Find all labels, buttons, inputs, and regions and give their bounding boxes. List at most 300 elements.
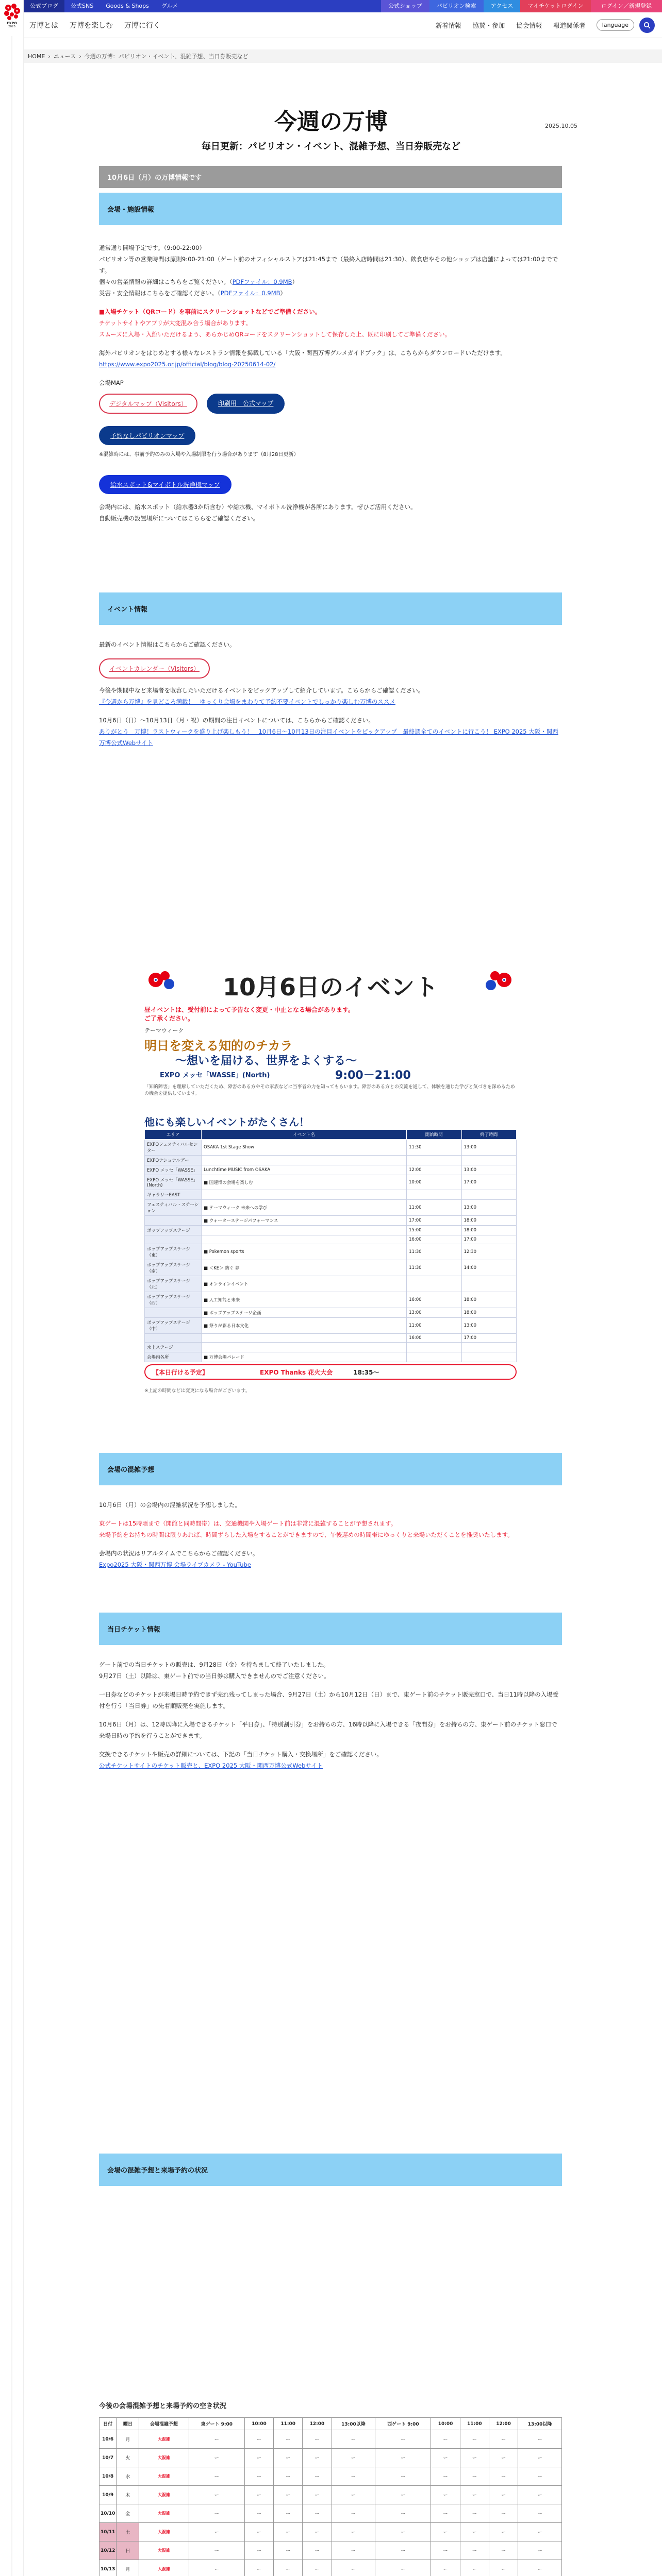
forecast-slot: ー	[332, 2449, 375, 2467]
forecast-slot: ー	[431, 2467, 460, 2486]
pdf-link-2[interactable]: PDFファイル：0.9MB	[220, 290, 280, 297]
forecast-cell: 大混雑	[139, 2504, 189, 2523]
event-note-1: 今後や期間中など来場者を収容したいただけるイベントをピックアップして紹介しています。こちらからご確認ください。	[99, 687, 424, 694]
flyer-cell: 13:00	[461, 1200, 516, 1216]
search-icon	[643, 22, 651, 29]
forecast-cell: 金	[117, 2504, 139, 2523]
flyer-row	[145, 1156, 517, 1165]
forecast-slot: ー	[244, 2486, 273, 2504]
forecast-slot: ー	[189, 2504, 244, 2523]
forecast-row	[100, 2486, 562, 2504]
forecast-slot: ー	[375, 2541, 431, 2560]
forecast-slot: ー	[518, 2541, 562, 2560]
flyer-cell: 16:00	[407, 1334, 461, 1343]
forecast-slot: ー	[332, 2504, 375, 2523]
util-link-blog[interactable]: 公式ブログ	[24, 0, 64, 12]
flyer-row	[145, 1244, 517, 1260]
flyer-cell	[407, 1156, 461, 1165]
event-daily-link[interactable]: ありがとう 万博！ラストウィークを盛り上げ楽しもう！ 10月6日〜10月13日の注目イベントをピックアップ 最終週全てのイベントに行こう！ EXPO 2025 大阪・関西万博公式Webサイト	[99, 728, 558, 747]
flyer-cell: ポップアップステージ（南）	[145, 1260, 202, 1276]
forecast-slot: ー	[303, 2449, 332, 2467]
flyer-row	[145, 1352, 517, 1362]
forecast-slot: ー	[274, 2504, 303, 2523]
forecast-slot: ー	[303, 2504, 332, 2523]
forecast-slot: ー	[244, 2504, 273, 2523]
chevron-right-icon: ›	[48, 53, 51, 60]
rail-decoration	[11, 36, 12, 2576]
ticket-line-3: 一日券などのチケットが来場日時予約できず売れ残ってしまった場合、9月27日（土）から10月12日（日）まで、東ゲート前のチケット販売窓口で、当日11時以降の入場受付を行う「当日券」の先着順販売を実施します。	[99, 1691, 559, 1709]
flyer-cell: ■ 国連博の会場を楽しむ	[202, 1175, 407, 1190]
flyer-cell: 11:00	[407, 1318, 461, 1334]
ticket-site-link[interactable]: 公式チケットサイトのチケット販売と、EXPO 2025 大阪・関西万博公式Webサイト	[99, 1762, 323, 1769]
flyer-warning: 昼イベントは、受付前によって予告なく変更・中止となる場合があります。 ご了承ください。	[144, 1006, 355, 1022]
forecast-col-head: 西ゲート 9:00	[375, 2418, 431, 2430]
ticket-line-2: 9月27日（土）以降は、東ゲート前での当日券は購入できませんのでご注意ください。	[99, 1672, 330, 1680]
main-nav	[24, 12, 662, 38]
forecast-cell: 大混雑	[139, 2430, 189, 2449]
forecast-slot: ー	[189, 2541, 244, 2560]
util-link-sns[interactable]: 公式SNS	[71, 3, 94, 9]
ticket-body	[99, 1659, 562, 1771]
flyer-cell: ポップアップステージ	[145, 1226, 202, 1235]
forecast-slot: ー	[244, 2449, 273, 2467]
flyer-cell: ■ 人工知能と未来	[202, 1292, 407, 1308]
forecast-cell: 木	[117, 2486, 139, 2504]
forecast-slot: ー	[244, 2560, 273, 2576]
forecast-cell: 10/7	[100, 2449, 117, 2467]
access-button[interactable]: アクセス	[484, 0, 521, 12]
gourmet-guide-text: 海外パビリオンをはじめとする様々なレストラン情報を掲載している「大阪・関西万博グルメガイドブック」は、こちらからダウンロードいただけます。	[99, 349, 506, 357]
flyer-cell	[202, 1334, 407, 1343]
map-note: ※混雑時には、事前予約のみの入場や入場制限を行う場合があります（8月28日更新）	[99, 452, 299, 457]
forecast-slot: ー	[518, 2486, 562, 2504]
flyer-cell	[407, 1343, 461, 1352]
forecast-slot: ー	[460, 2523, 489, 2541]
forecast-slot: ー	[274, 2430, 303, 2449]
flyer-cell: 16:00	[407, 1292, 461, 1308]
forecast-slot: ー	[303, 2523, 332, 2541]
flyer-cell: 18:00	[461, 1292, 516, 1308]
flyer-cell: 18:00	[461, 1216, 516, 1226]
flyer-cell	[145, 1334, 202, 1343]
forecast-col-head: 12:00	[489, 2418, 518, 2430]
flyer-row	[145, 1200, 517, 1216]
crowd-red-2: 来場予約をお持ちの時間は限りあれば、時間ずらした入場をすることができますので、午後遅めの時間帯にゆっくりと来場いただくことを推奨いたします。	[99, 1531, 514, 1538]
forecast-cell: 10/12	[100, 2541, 117, 2560]
water-map-button[interactable]: 給水スポット&マイボトル洗浄機マップ	[99, 475, 231, 494]
gourmet-guide-link[interactable]: https://www.expo2025.or.jp/official/blog/blog-20250614-02/	[99, 361, 276, 368]
forecast-cell: 大混雑	[139, 2523, 189, 2541]
utility-bar	[24, 0, 662, 12]
forecast-slot: ー	[244, 2430, 273, 2449]
flyer-cell: ポップアップステージ（東）	[145, 1244, 202, 1260]
forecast-col-head: 11:00	[274, 2418, 303, 2430]
publish-date: 2025.10.05	[545, 123, 577, 129]
forecast-cell: 大混雑	[139, 2449, 189, 2467]
flyer-row	[145, 1308, 517, 1318]
digital-map-button[interactable]: デジタルマップ（Visitors）	[99, 394, 197, 414]
pdf-link-1[interactable]: PDFファイル：0.9MB	[232, 278, 292, 285]
flyer-cell	[461, 1276, 516, 1292]
forecast-cell: 大混雑	[139, 2560, 189, 2576]
flyer-cell: 12:30	[461, 1244, 516, 1260]
forecast-slot: ー	[460, 2486, 489, 2504]
forecast-slot: ー	[274, 2560, 303, 2576]
flyer-cell	[202, 1235, 407, 1244]
forecast-row	[100, 2467, 562, 2486]
venue-heading: 会場・施設情報	[99, 193, 562, 225]
flyer-cell: 会場内各所	[145, 1352, 202, 1362]
svg-text:EXPO: EXPO	[7, 21, 17, 25]
venue-line-safety: 災害・安全情報はこちらをご確認ください。（PDFファイル：0.9MB）	[99, 290, 287, 297]
flyer-cell	[202, 1190, 407, 1200]
forecast-slot: ー	[460, 2541, 489, 2560]
forecast-slot: ー	[189, 2523, 244, 2541]
nav-sponsor[interactable]: 協賛・参加	[472, 21, 505, 29]
forecast-slot: ー	[489, 2560, 518, 2576]
forecast-slot: ー	[274, 2449, 303, 2467]
forecast-slot: ー	[332, 2467, 375, 2486]
forecast-slot: ー	[244, 2523, 273, 2541]
expo-logo-icon[interactable]	[3, 3, 21, 28]
crowd-p1: 10月6日（月）の会場内の混雑状況を予想しました。	[99, 1501, 241, 1509]
flyer-cell	[407, 1352, 461, 1362]
event-flyer	[108, 948, 553, 1417]
flyer-cell: ■ 祭りが彩る日本文化	[202, 1318, 407, 1334]
forecast-slot: ー	[489, 2486, 518, 2504]
event-calendar-button[interactable]: イベントカレンダー（Visitors）	[99, 658, 210, 679]
ticket-line-4: 10月6日（月）は、12時以降に入場できるチケット「平日券」、「特別割引券」をお持ちの方、16時以降に入場できる「夜間券」をお持ちの方、東ゲート前のチケット窓口で来場日時の予約を行うことができます。	[99, 1721, 557, 1739]
forecast-table	[99, 2417, 562, 2576]
forecast-slot: ー	[518, 2523, 562, 2541]
water-note-2: 自動販売機の設置場所についてはこちらをご確認ください。	[99, 515, 259, 522]
flyer-cell	[461, 1352, 516, 1362]
forecast-col-head: 東ゲート 9:00	[189, 2418, 244, 2430]
flyer-cell: 11:30	[407, 1244, 461, 1260]
forecast-row	[100, 2523, 562, 2541]
forecast-col-head: 13:00以降	[518, 2418, 562, 2430]
flyer-desc: 「知的障害」を理解していただくため、障害のある方やその家族などに当事者の力を知ってもらいます。障害のある方との交流を通して、体験を通じた学びと気づきを深めるための機会を提供しています。	[144, 1084, 515, 1096]
crowd-p2: 会場内の状況はリアルタイムでこちらからご確認ください。	[99, 1550, 259, 1557]
forecast-slot: ー	[518, 2560, 562, 2576]
flyer-cell	[145, 1216, 202, 1226]
flyer-row	[145, 1175, 517, 1190]
forecast-slot: ー	[303, 2541, 332, 2560]
flyer-cell: ポップアップステージ（中）	[145, 1318, 202, 1334]
forecast-slot: ー	[460, 2504, 489, 2523]
flyer-row	[145, 1226, 517, 1235]
forecast-col-head: 12:00	[303, 2418, 332, 2430]
flyer-cell: Lunchtime MUSIC from OSAKA	[202, 1165, 407, 1175]
forecast-row	[100, 2449, 562, 2467]
forecast-row	[100, 2430, 562, 2449]
flyer-cell: 18:00	[461, 1226, 516, 1235]
flyer-row	[145, 1276, 517, 1292]
my-ticket-login-button[interactable]: マイチケットログイン	[520, 0, 590, 12]
login-register-button[interactable]: ログイン／新規登録	[591, 0, 662, 12]
forecast-slot: ー	[518, 2430, 562, 2449]
forecast-cell: 10/10	[100, 2504, 117, 2523]
forecast-cell: 土	[117, 2523, 139, 2541]
nav-enjoy[interactable]: 万博を楽しむ	[70, 21, 113, 30]
forecast-row	[100, 2541, 562, 2560]
forecast-slot: ー	[431, 2486, 460, 2504]
map-label: 会場MAP	[99, 379, 124, 386]
event-daily-1: 10月6日（日）〜10月13日（月・祝）の期間の注目イベントについては、こちらからご確認ください。	[99, 717, 374, 724]
flyer-cell	[461, 1343, 516, 1352]
flyer-cell: ■ オンラインイベント	[202, 1276, 407, 1292]
event-intro: 最新のイベント情報はこちらからご確認ください。	[99, 641, 236, 648]
ticket-line-1: ゲート前での当日チケットの販売は、9月28日（金）を持ちまして終了いたしました。	[99, 1661, 329, 1668]
forecast-slot: ー	[303, 2560, 332, 2576]
flyer-row	[145, 1260, 517, 1276]
forecast-slot: ー	[375, 2449, 431, 2467]
flyer-row	[145, 1190, 517, 1200]
nav-visit[interactable]: 万博に行く	[124, 21, 160, 30]
flyer-row	[145, 1165, 517, 1175]
flyer-row	[145, 1216, 517, 1226]
nav-press[interactable]: 報道関係者	[553, 21, 586, 29]
forecast-slot: ー	[274, 2486, 303, 2504]
forecast-slot: ー	[189, 2560, 244, 2576]
no-reserve-map-button[interactable]: 予約なしパビリオンマップ	[99, 426, 195, 445]
flyer-cell: 17:00	[407, 1216, 461, 1226]
forecast-slot: ー	[518, 2449, 562, 2467]
event-heading: イベント情報	[99, 592, 562, 625]
flyer-cell: ギャラリーEAST	[145, 1190, 202, 1200]
flyer-cell: 12:00	[407, 1165, 461, 1175]
forecast-slot: ー	[431, 2449, 460, 2467]
flyer-cell	[145, 1308, 202, 1318]
forecast-slot: ー	[431, 2504, 460, 2523]
flyer-cell	[202, 1226, 407, 1235]
venue-line-shops: パビリオン等の営業時間は原則9:00-21:00（ゲート前のオフィシャルストアは21:45まで（最終入店時間は21:30）、飲食店やその他ショップは店舗によっては21:00までです。	[99, 256, 558, 274]
flyer-cell: 13:00	[461, 1318, 516, 1334]
flyer-cell: ■ ＜KE＞ 紡ぐ 夢	[202, 1260, 407, 1276]
forecast-slot: ー	[375, 2560, 431, 2576]
venue-body	[99, 242, 562, 524]
forecast-slot: ー	[375, 2523, 431, 2541]
forecast-col-head: 13:00以降	[332, 2418, 375, 2430]
flyer-cell: 17:00	[461, 1235, 516, 1244]
search-button[interactable]	[639, 18, 655, 33]
flyer-cell: EXPO メッセ「WASSE」	[145, 1165, 202, 1175]
forecast-slot: ー	[431, 2541, 460, 2560]
forecast-slot: ー	[489, 2449, 518, 2467]
forecast-slot: ー	[375, 2486, 431, 2504]
forecast-cell: 10/11	[100, 2523, 117, 2541]
forecast-row	[100, 2504, 562, 2523]
flyer-cell: 11:30	[407, 1140, 461, 1156]
forecast-cell: 大混雑	[139, 2541, 189, 2560]
forecast-slot: ー	[489, 2467, 518, 2486]
forecast-col-head: 曜日	[117, 2418, 139, 2430]
forecast-slot: ー	[431, 2560, 460, 2576]
forecast-slot: ー	[489, 2523, 518, 2541]
flyer-row	[145, 1235, 517, 1244]
flyer-schedule-table	[144, 1129, 517, 1362]
alert-line-2: チケットサイトやアプリが大変混み合う場合があります。	[99, 319, 252, 327]
pavilion-search-button[interactable]: パビリオン検索	[429, 0, 484, 12]
venue-line-hours: 通常通り開場予定です。（9:00-22:00）	[99, 244, 205, 251]
flyer-cell	[202, 1343, 407, 1352]
page-title: 今週の万博	[274, 109, 388, 135]
flyer-cell: 16:00	[407, 1235, 461, 1244]
flyer-cell: 13:00	[461, 1140, 516, 1156]
forecast-slot: ー	[189, 2430, 244, 2449]
forecast-cell: 10/13	[100, 2560, 117, 2576]
forecast-slot: ー	[274, 2467, 303, 2486]
flyer-cell: ■ ポップアップステージ企画	[202, 1308, 407, 1318]
flyer-more: 他にも楽しいイベントがたくさん！	[144, 1116, 309, 1128]
forecast-slot: ー	[518, 2504, 562, 2523]
flyer-cell: 水上ステージ	[145, 1343, 202, 1352]
forecast-slot: ー	[489, 2430, 518, 2449]
forecast-slot: ー	[489, 2504, 518, 2523]
alert-line-3: スムーズに入場・入館いただけるよう、あらかじめQRコードをスクリーンショットして保存した上、既に印刷してご準備ください。	[99, 331, 451, 338]
flyer-location: EXPO メッセ「WASSE」(North)	[160, 1072, 270, 1079]
alert-line-1: ■入場チケット（QRコード）を事前にスクリーンショットなどでご準備ください。	[99, 308, 321, 315]
flyer-cell: 11:30	[407, 1260, 461, 1276]
flyer-cell: ■ Pokemon sports	[202, 1244, 407, 1260]
forecast-slot: ー	[332, 2541, 375, 2560]
flyer-cell: ポップアップステージ（北）	[145, 1276, 202, 1292]
flyer-cell: 17:00	[461, 1334, 516, 1343]
forecast-slot: ー	[189, 2449, 244, 2467]
flyer-cell: EXPOフェスティバルセンター	[145, 1140, 202, 1156]
flyer-headline: 明日を変える知的のチカラ	[144, 1039, 293, 1053]
forecast-col-head: 10:00	[431, 2418, 460, 2430]
crowd-red-1: 東ゲートは15時頃まで（開館と同時間帯）は、交通機関や入場ゲート前は非常に混雑することが予想されます。	[99, 1520, 397, 1527]
water-note-1: 会場内には、給水スポット（給水器3か所含む）や給水機、マイボトル洗浄機が各所にあります。ぜひご活用ください。	[99, 503, 417, 511]
svg-text:2025: 2025	[8, 25, 15, 28]
forecast-cell: 10/8	[100, 2467, 117, 2486]
flyer-cell: 11:00	[407, 1200, 461, 1216]
venue-line-detail: 個々の営業情報の詳細はこちらをご覧ください。（PDFファイル：0.9MB）	[99, 278, 299, 285]
fireworks-time: 18:35〜	[353, 1368, 379, 1376]
col-head: 開始時間	[407, 1130, 461, 1140]
forecast-slot: ー	[431, 2523, 460, 2541]
flyer-cell: フェスティバル・ステーション	[145, 1200, 202, 1216]
forecast-slot: ー	[189, 2486, 244, 2504]
forecast-slot: ー	[274, 2523, 303, 2541]
forecast-slot: ー	[518, 2467, 562, 2486]
flyer-row	[145, 1292, 517, 1308]
forecast-slot: ー	[189, 2467, 244, 2486]
day-heading: 10月6日（月）の万博情報です	[99, 166, 562, 188]
breadcrumb-news[interactable]: ニュース	[53, 53, 76, 60]
day-section	[99, 166, 562, 188]
flyer-cell: 13:00	[407, 1308, 461, 1318]
flyer-cell: ■ ウォーターステージパフォーマンス	[202, 1216, 407, 1226]
col-head: 終了時間	[461, 1130, 516, 1140]
flyer-row	[145, 1334, 517, 1343]
forecast-slot: ー	[460, 2560, 489, 2576]
forecast-table-title: 今後の会場混雑予想と来場予約の空き状況	[99, 2402, 227, 2410]
forecast-slot: ー	[303, 2486, 332, 2504]
language-select[interactable]: language	[597, 19, 634, 31]
event-note-link[interactable]: 『今週から万博』を見どころ満載！ ゆっくり会場をまわりて予約不要イベントでしっかり楽しむ万博のススメ	[99, 698, 395, 705]
forecast-slot: ー	[460, 2467, 489, 2486]
util-link-goods[interactable]: Goods & Shops	[106, 3, 149, 9]
event-body	[99, 639, 562, 749]
page-subtitle: 毎日更新：パビリオン・イベント、混雑予想、当日券販売など	[201, 141, 461, 152]
forecast-slot: ー	[303, 2430, 332, 2449]
flyer-cell: 14:00	[461, 1260, 516, 1276]
forecast-slot: ー	[375, 2504, 431, 2523]
live-camera-link[interactable]: Expo2025 大阪・関西万博 会場ライブカメラ - YouTube	[99, 1561, 251, 1568]
col-head: イベント名	[202, 1130, 407, 1140]
crowd-heading: 会場の混雑予想	[99, 1453, 562, 1485]
logo-rail	[0, 0, 24, 2576]
flyer-row	[145, 1140, 517, 1156]
flyer-fireworks-banner	[144, 1364, 517, 1380]
flyer-cell: 17:00	[461, 1175, 516, 1190]
breadcrumb-home[interactable]: HOME	[28, 53, 45, 60]
official-shop-button[interactable]: 公式ショップ	[381, 0, 429, 12]
forecast-cell: 10/9	[100, 2486, 117, 2504]
flyer-row	[145, 1318, 517, 1334]
print-map-button[interactable]: 印刷用 公式マップ	[207, 394, 285, 414]
forecast-slot: ー	[332, 2560, 375, 2576]
forecast-slot: ー	[375, 2467, 431, 2486]
breadcrumb-current: 今週の万博：パビリオン・イベント、混雑予想、当日券販売など	[84, 53, 249, 60]
forecast-cell: 火	[117, 2449, 139, 2467]
flyer-time: 9:00－21:00	[335, 1069, 411, 1082]
forecast-slot: ー	[332, 2523, 375, 2541]
forecast-block	[99, 2401, 562, 2576]
crowd-forecast-heading: 会場の混雑予想と来場予約の状況	[99, 2154, 562, 2186]
forecast-slot: ー	[489, 2541, 518, 2560]
flyer-cell	[145, 1235, 202, 1244]
forecast-cell: 大混雑	[139, 2467, 189, 2486]
flyer-sub: 〜想いを届ける、世界をよくする〜	[175, 1055, 357, 1067]
forecast-cell: 日	[117, 2541, 139, 2560]
flyer-cell: ポップアップステージ（西）	[145, 1292, 202, 1308]
forecast-col-head: 10:00	[244, 2418, 273, 2430]
ticket-heading: 当日チケット情報	[99, 1613, 562, 1645]
flyer-cell: 10:00	[407, 1175, 461, 1190]
forecast-cell: 水	[117, 2467, 139, 2486]
flyer-cell: 18:00	[461, 1308, 516, 1318]
nav-association[interactable]: 協会情報	[516, 21, 542, 29]
fireworks-title: EXPO Thanks 花火大会	[260, 1368, 333, 1376]
flyer-cell	[461, 1156, 516, 1165]
forecast-cell: 大混雑	[139, 2486, 189, 2504]
nav-news[interactable]: 新着情報	[435, 21, 461, 29]
flyer-cell: ■ テーマウィーク 未来への学び	[202, 1200, 407, 1216]
chevron-right-icon: ›	[79, 53, 81, 60]
breadcrumb	[24, 49, 662, 63]
flyer-title: 10月6日のイベント	[222, 973, 439, 1001]
nav-about[interactable]: 万博とは	[29, 21, 58, 30]
forecast-row	[100, 2560, 562, 2576]
forecast-slot: ー	[274, 2541, 303, 2560]
flyer-cell	[407, 1276, 461, 1292]
forecast-col-head: 日付	[100, 2418, 117, 2430]
col-head: エリア	[145, 1130, 202, 1140]
forecast-col-head: 会場混雑予想	[139, 2418, 189, 2430]
flyer-cell: 13:00	[461, 1165, 516, 1175]
forecast-col-head: 11:00	[460, 2418, 489, 2430]
forecast-cell: 月	[117, 2560, 139, 2576]
util-link-gourmet[interactable]: グルメ	[161, 3, 178, 9]
forecast-slot: ー	[303, 2467, 332, 2486]
crowd-body	[99, 1499, 562, 1570]
flyer-row	[145, 1343, 517, 1352]
flyer-cell	[407, 1190, 461, 1200]
forecast-slot: ー	[332, 2430, 375, 2449]
